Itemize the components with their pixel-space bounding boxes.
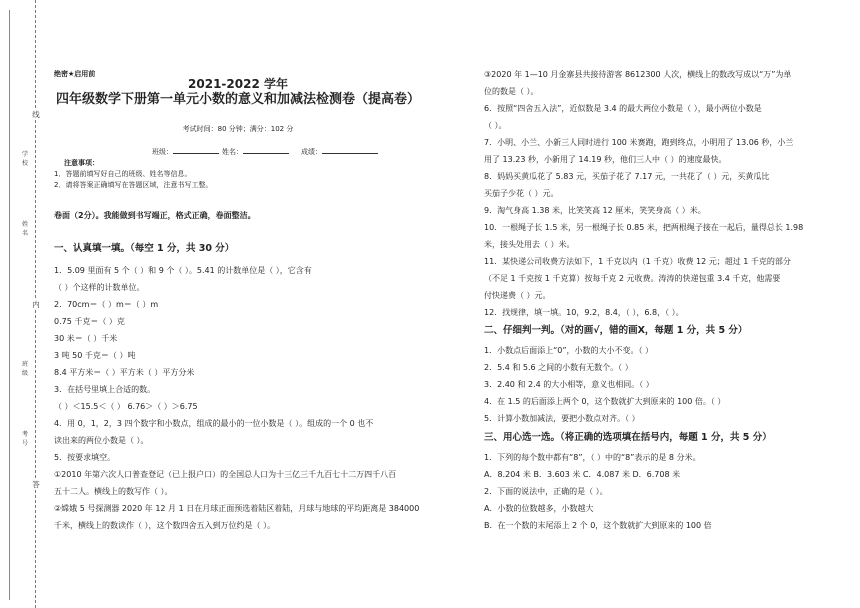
q7-line-1: 7．小明、小兰、小新三人同时进行 100 米赛跑，跑到终点，小明用了 13.06 秒，小兰 (484, 138, 794, 147)
secret-mark: 绝密★启用前 (54, 70, 96, 78)
q2-line-3: 30 米＝（ ）千米 (54, 334, 118, 343)
q1-line-2: （ ）个这样的计数单位。 (54, 283, 145, 292)
choice-2-question: 2．下面的说法中，正确的是（ ）。 (484, 487, 608, 496)
q3-line-1: 3．在括号里填上合适的数。 (54, 385, 156, 394)
q12-line: 12．找规律，填一填。10，9.2，8.4，（ ），6.8，（ ）。 (484, 308, 684, 317)
q2-line-4: 3 吨 50 千克＝（ ）吨 (54, 351, 136, 360)
judge-1: 1．小数点后面添上“0”，小数的大小不变。（ ） (484, 346, 654, 355)
school-year: 2021-2022 学年 (188, 77, 288, 91)
strip-label-name: 姓名 (21, 221, 28, 237)
q3-line-2: （ ）＜15.5＜（ ） 6.76＞（ ）＞6.75 (54, 402, 198, 411)
strip-label-school: 学校 (21, 151, 28, 167)
score-label: 成绩： (301, 148, 322, 156)
judge-3: 3．2.40 和 2.4 的大小相等，意义也相同。（ ） (484, 380, 654, 389)
neatness-statement: 卷面（2分）。我能做到书写端正，格式正确，卷面整洁。 (54, 211, 256, 220)
q6-line-2: （ ）。 (484, 121, 507, 130)
q11-line-3: 付快递费（ ）元。 (484, 291, 551, 300)
choice-1-question: 1．下列的每个数中都有“8”，（ ）中的“8”表示的是 8 分米。 (484, 453, 701, 462)
q8-line-2: 买茄子少花（ ）元。 (484, 189, 559, 198)
inner-border-line (9, 10, 10, 600)
choice-2-option-b: B．在一个数的末尾添上 2 个 0，这个数就扩大到原来的 100 倍 (484, 521, 712, 530)
q10-line-1: 10．一根绳子长 1.5 米，另一根绳子长 0.85 米，把两根绳子接在一起后，量得总长 1.98 (484, 223, 804, 232)
q5-a-line-1: ①2010 年第六次人口普查登记（已上报户口）的全国总人口为十三亿三千九百七十二万四千八百 (54, 470, 397, 479)
q10-line-2: 米，接头处用去（ ）米。 (484, 240, 575, 249)
notice-1: 1．答题前填写好自己的班级、姓名等信息。 (54, 170, 192, 178)
strip-char-bottom: 答 (32, 480, 40, 489)
q11-line-2: （不足 1 千克按 1 千克算）按每千克 2 元收费。涛涛的快递包重 3.4 千克，他需要 (484, 274, 781, 283)
q11-line-1: 11．某快递公司收费方法如下，1 千克以内（1 千克）收费 12 元；超过 1 千克的部分 (484, 257, 791, 266)
section-3-heading: 三、用心选一选。（将正确的选项填在括号内，每题 1 分，共 5 分） (484, 432, 772, 443)
page-title: 四年级数学下册第一单元小数的意义和加减法检测卷（提高卷） (55, 92, 420, 107)
choice-2-option-a: A．小数的位数越多，小数越大 (484, 504, 594, 513)
judge-5: 5．计算小数加减法，要把小数点对齐。（ ） (484, 414, 640, 423)
name-label: 姓名： (222, 148, 243, 156)
name-blank[interactable] (243, 153, 289, 154)
score-blank[interactable] (322, 153, 378, 154)
strip-char-top: 线 (32, 110, 40, 119)
q5-c-line-2: 位的数是（ ）。 (484, 87, 539, 96)
notice-2: 2．请将答案正确填写在答题区域，注意书写工整。 (54, 181, 213, 189)
q2-line-1: 2．70cm＝（ ）m＝（ ）m (54, 300, 159, 309)
strip-label-class: 班级 (21, 361, 28, 377)
strip-label-id: 考号 (21, 431, 28, 447)
strip-char-mid: 内 (32, 300, 40, 309)
q5-c-line-1: ③2020 年 1—10 月金寨县共接待游客 8612300 人次，横线上的数改写成以“万”为单 (484, 70, 792, 79)
q4-line-2: 读出来的两位小数是（ ）。 (54, 436, 149, 445)
score-field (301, 147, 378, 157)
judge-4: 4．在 1.5 的后面添上两个 0，这个数就扩大到原来的 100 倍。（ ） (484, 397, 726, 406)
section-2-heading: 二、仔细判一判。（对的画√，错的画Ⅹ，每题 1 分，共 5 分） (484, 325, 748, 336)
q2-line-2: 0.75 千克＝（ ）克 (54, 317, 125, 326)
q5-a-line-2: 五十二人。横线上的数写作（ ）。 (54, 487, 173, 496)
name-field (222, 147, 289, 157)
q6-line-1: 6．按照“四舍五入法”，近似数是 3.4 的最大两位小数是（ ），最小两位小数是 (484, 104, 762, 113)
q8-line-1: 8．妈妈买黄瓜花了 5.83 元，买茄子花了 7.17 元，一共花了（ ）元，买黄瓜比 (484, 172, 770, 181)
q2-line-5: 8.4 平方米＝（ ）平方米（ ）平方分米 (54, 368, 195, 377)
q5-b-line-1: ②嫦娥 5 号探测器 2020 年 12 月 1 日在月球正面预选着陆区着陆，月球与地球的平均距离是 384000 (54, 504, 420, 513)
q4-line-1: 4．用 0，1，2，3 四个数字和小数点，组成的最小的一位小数是（ ）。组成的一个 0 也不 (54, 419, 374, 428)
q9-line: 9．淘气身高 1.38 米，比笑笑高 12 厘米，笑笑身高（ ）米。 (484, 206, 706, 215)
q5-b-line-2: 千米，横线上的数读作（ ），这个数四舍五入到万位约是（ ）。 (54, 521, 276, 530)
notice-title: 注意事项： (64, 159, 99, 167)
judge-2: 2．5.4 和 5.6 之间的小数有无数个。（ ） (484, 363, 633, 372)
class-label: 班级： (152, 148, 173, 156)
class-blank[interactable] (173, 153, 219, 154)
class-field (152, 147, 219, 157)
choice-1-options: A．8.204 米 B．3.603 米 C．4.087 米 D．6.708 米 (484, 470, 681, 479)
q5-line-1: 5．按要求填空。 (54, 453, 116, 462)
section-1-heading: 一、认真填一填。（每空 1 分，共 30 分） (54, 243, 235, 254)
exam-info: 考试时间：80 分钟；满分：102 分 (182, 125, 294, 133)
binding-strip (0, 0, 46, 608)
q7-line-2: 用了 13.23 秒，小新用了 14.19 秒，他们三人中（ ）的速度最快。 (484, 155, 727, 164)
q1-line-1: 1．5.09 里面有 5 个（ ）和 9 个（ ）。5.41 的计数单位是（ ），它含有 (54, 266, 312, 275)
